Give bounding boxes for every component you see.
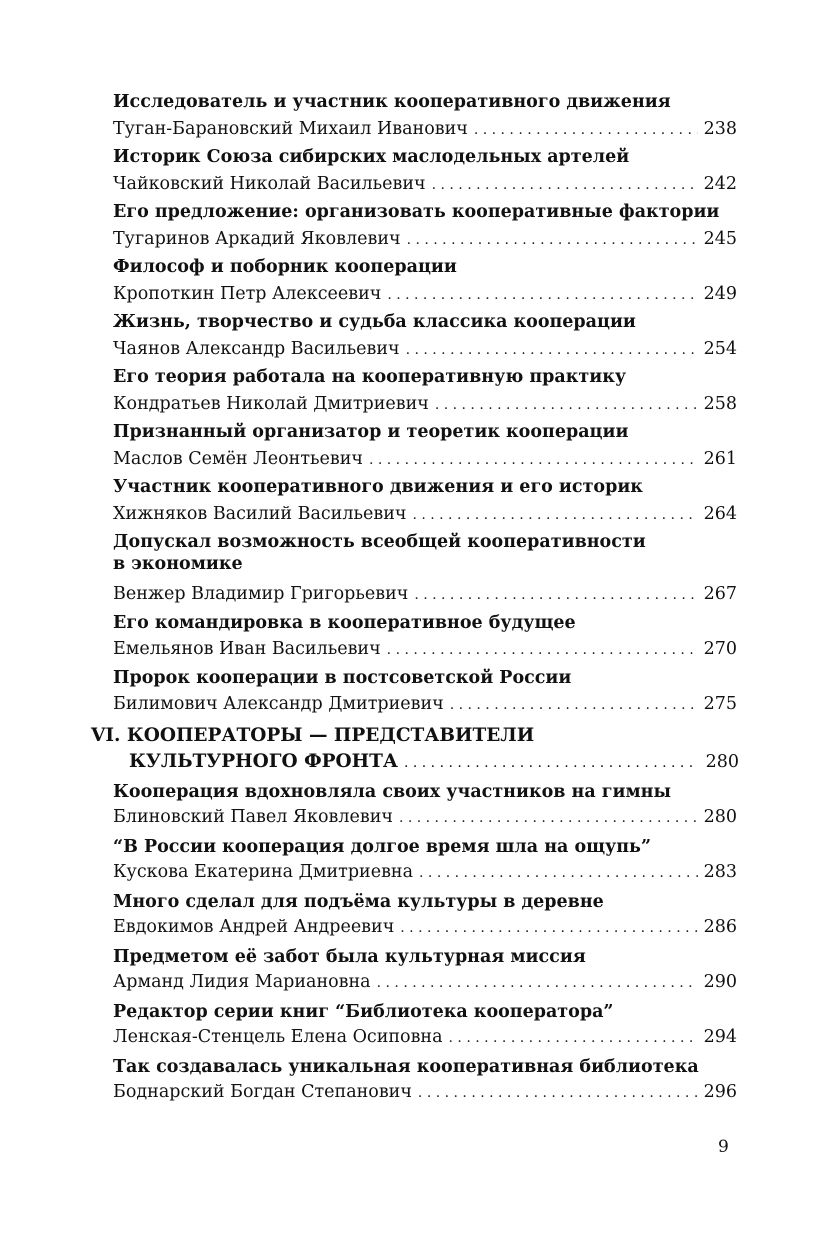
toc-entry-page: 238 — [703, 119, 737, 139]
dot-leader — [406, 339, 698, 361]
toc-entry[interactable] — [113, 1081, 737, 1104]
toc-topic: Предметом её забот была культурная миссия — [113, 947, 586, 967]
toc-topic: Историк Союза сибирских маслодельных артелей — [113, 147, 630, 167]
toc-entry[interactable] — [113, 338, 737, 361]
toc-entry[interactable] — [113, 916, 737, 939]
toc-entry-name: Арманд Лидия Мариановна — [113, 972, 371, 992]
toc-entry[interactable] — [113, 861, 737, 884]
toc-entry-name: Туган-Барановский Михаил Иванович — [113, 119, 468, 139]
toc-entry-page: 249 — [703, 284, 737, 304]
toc-topic: Признанный организатор и теоретик кооперации — [113, 422, 629, 442]
toc-topic: Исследователь и участник кооперативного движения — [113, 92, 671, 112]
toc-entry-name: Емельянов Иван Васильевич — [113, 639, 381, 659]
toc-entry-page: 264 — [703, 504, 737, 524]
toc-topic: Его предложение: организовать кооперативные фактории — [113, 202, 720, 222]
dot-leader — [419, 862, 698, 884]
toc-entry[interactable] — [113, 283, 737, 306]
toc-entry-name: Кропоткин Петр Алексеевич — [113, 284, 382, 304]
toc-entry-page: 254 — [703, 339, 737, 359]
toc-entry-page: 258 — [703, 394, 737, 414]
toc-entry-name: Хижняков Василий Васильевич — [113, 504, 407, 524]
dot-leader — [435, 394, 698, 416]
toc-topic: Кооперация вдохновляла своих участников на гимны — [113, 782, 672, 802]
toc-entry-name: Маслов Семён Леонтьевич — [113, 449, 363, 469]
toc-topic: Так создавалась уникальная кооперативная библиотека — [113, 1057, 699, 1077]
toc-topic-line2: в экономике — [113, 554, 243, 574]
toc-entry-page: 261 — [703, 449, 737, 469]
toc-entry[interactable] — [113, 971, 737, 994]
dot-leader — [369, 449, 698, 471]
section-title-row2 — [91, 749, 739, 775]
dot-leader — [450, 694, 698, 716]
toc-entry-page: 267 — [703, 584, 737, 604]
toc-entry-page: 242 — [703, 174, 737, 194]
toc-entry-page: 245 — [703, 229, 737, 249]
toc-entry[interactable] — [113, 173, 737, 196]
dot-leader — [377, 972, 698, 994]
toc-entry-name: Ленская-Стенцель Елена Осиповна — [113, 1027, 443, 1047]
toc-entry-page: 275 — [703, 694, 737, 714]
toc-entry[interactable] — [113, 118, 737, 141]
section-title-line1: VI. КООПЕРАТОРЫ — ПРЕДСТАВИТЕЛИ — [91, 725, 535, 746]
toc-entry-name: Чайковский Николай Васильевич — [113, 174, 426, 194]
toc-entry-name: Евдокимов Андрей Андреевич — [113, 917, 395, 937]
dot-leader — [414, 584, 697, 606]
toc-entry-page: 294 — [703, 1027, 737, 1047]
dot-leader — [400, 917, 697, 939]
dot-leader — [412, 504, 697, 526]
dot-leader — [418, 1082, 698, 1104]
toc-topic: Его командировка в кооперативное будущее — [113, 613, 576, 633]
toc-entry-page: 283 — [703, 862, 737, 882]
toc-entry-name: Чаянов Александр Васильевич — [113, 339, 400, 359]
dot-leader — [387, 639, 698, 661]
toc-entry-name: Блиновский Павел Яковлевич — [113, 807, 393, 827]
toc-topic: Жизнь, творчество и судьба классика кооперации — [113, 312, 636, 332]
toc-entry[interactable] — [113, 503, 737, 526]
dot-leader — [407, 229, 698, 251]
toc-entry-name: Кондратьев Николай Дмитриевич — [113, 394, 429, 414]
toc-entry-page: 270 — [703, 639, 737, 659]
toc-entry[interactable] — [113, 393, 737, 416]
section-page: 280 — [705, 752, 739, 772]
toc-topic: “В России кооперация долгое время шла на ощупь” — [113, 837, 652, 857]
toc-topic: Много сделал для подъёма культуры в деревне — [113, 892, 604, 912]
toc-entry-page: 296 — [703, 1082, 737, 1102]
toc-topic: Философ и поборник кооперации — [113, 257, 457, 277]
toc-entry[interactable] — [113, 583, 737, 606]
toc-topic-line1: Допускал возможность всеобщей кооперативности — [113, 532, 646, 552]
section-title-line2: КУЛЬТУРНОГО ФРОНТА — [129, 751, 398, 772]
dot-leader — [474, 119, 698, 141]
toc-entry[interactable] — [113, 228, 737, 251]
toc-entry-name: Кускова Екатерина Дмитриевна — [113, 862, 414, 882]
toc-topic: Участник кооперативного движения и его историк — [113, 477, 643, 497]
toc-entry-name: Билимович Александр Дмитриевич — [113, 694, 444, 714]
page-number: 9 — [718, 1137, 729, 1157]
toc-entry[interactable] — [113, 638, 737, 661]
toc-entry-name: Боднарский Богдан Степанович — [113, 1082, 412, 1102]
toc-entry-page: 286 — [703, 917, 737, 937]
toc-entry[interactable] — [113, 1026, 737, 1049]
toc-topic — [113, 531, 737, 575]
toc-entry-name: Венжер Владимир Григорьевич — [113, 584, 409, 604]
dot-leader — [432, 174, 698, 196]
toc-entry[interactable] — [113, 806, 737, 829]
dot-leader — [387, 284, 697, 306]
dot-leader — [449, 1027, 698, 1049]
dot-leader — [404, 750, 698, 774]
section-heading[interactable] — [91, 723, 739, 775]
toc-topic: Редактор серии книг “Библиотека кооператора” — [113, 1002, 614, 1022]
toc-topic: Пророк кооперации в постсоветской России — [113, 668, 572, 688]
toc-topic: Его теория работала на кооперативную практику — [113, 367, 627, 387]
dot-leader — [399, 807, 698, 829]
toc-entry-page: 290 — [703, 972, 737, 992]
toc-entry-page: 280 — [703, 807, 737, 827]
toc-entry-name: Тугаринов Аркадий Яковлевич — [113, 229, 401, 249]
toc-entry[interactable] — [113, 448, 737, 471]
toc-entry[interactable] — [113, 693, 737, 716]
